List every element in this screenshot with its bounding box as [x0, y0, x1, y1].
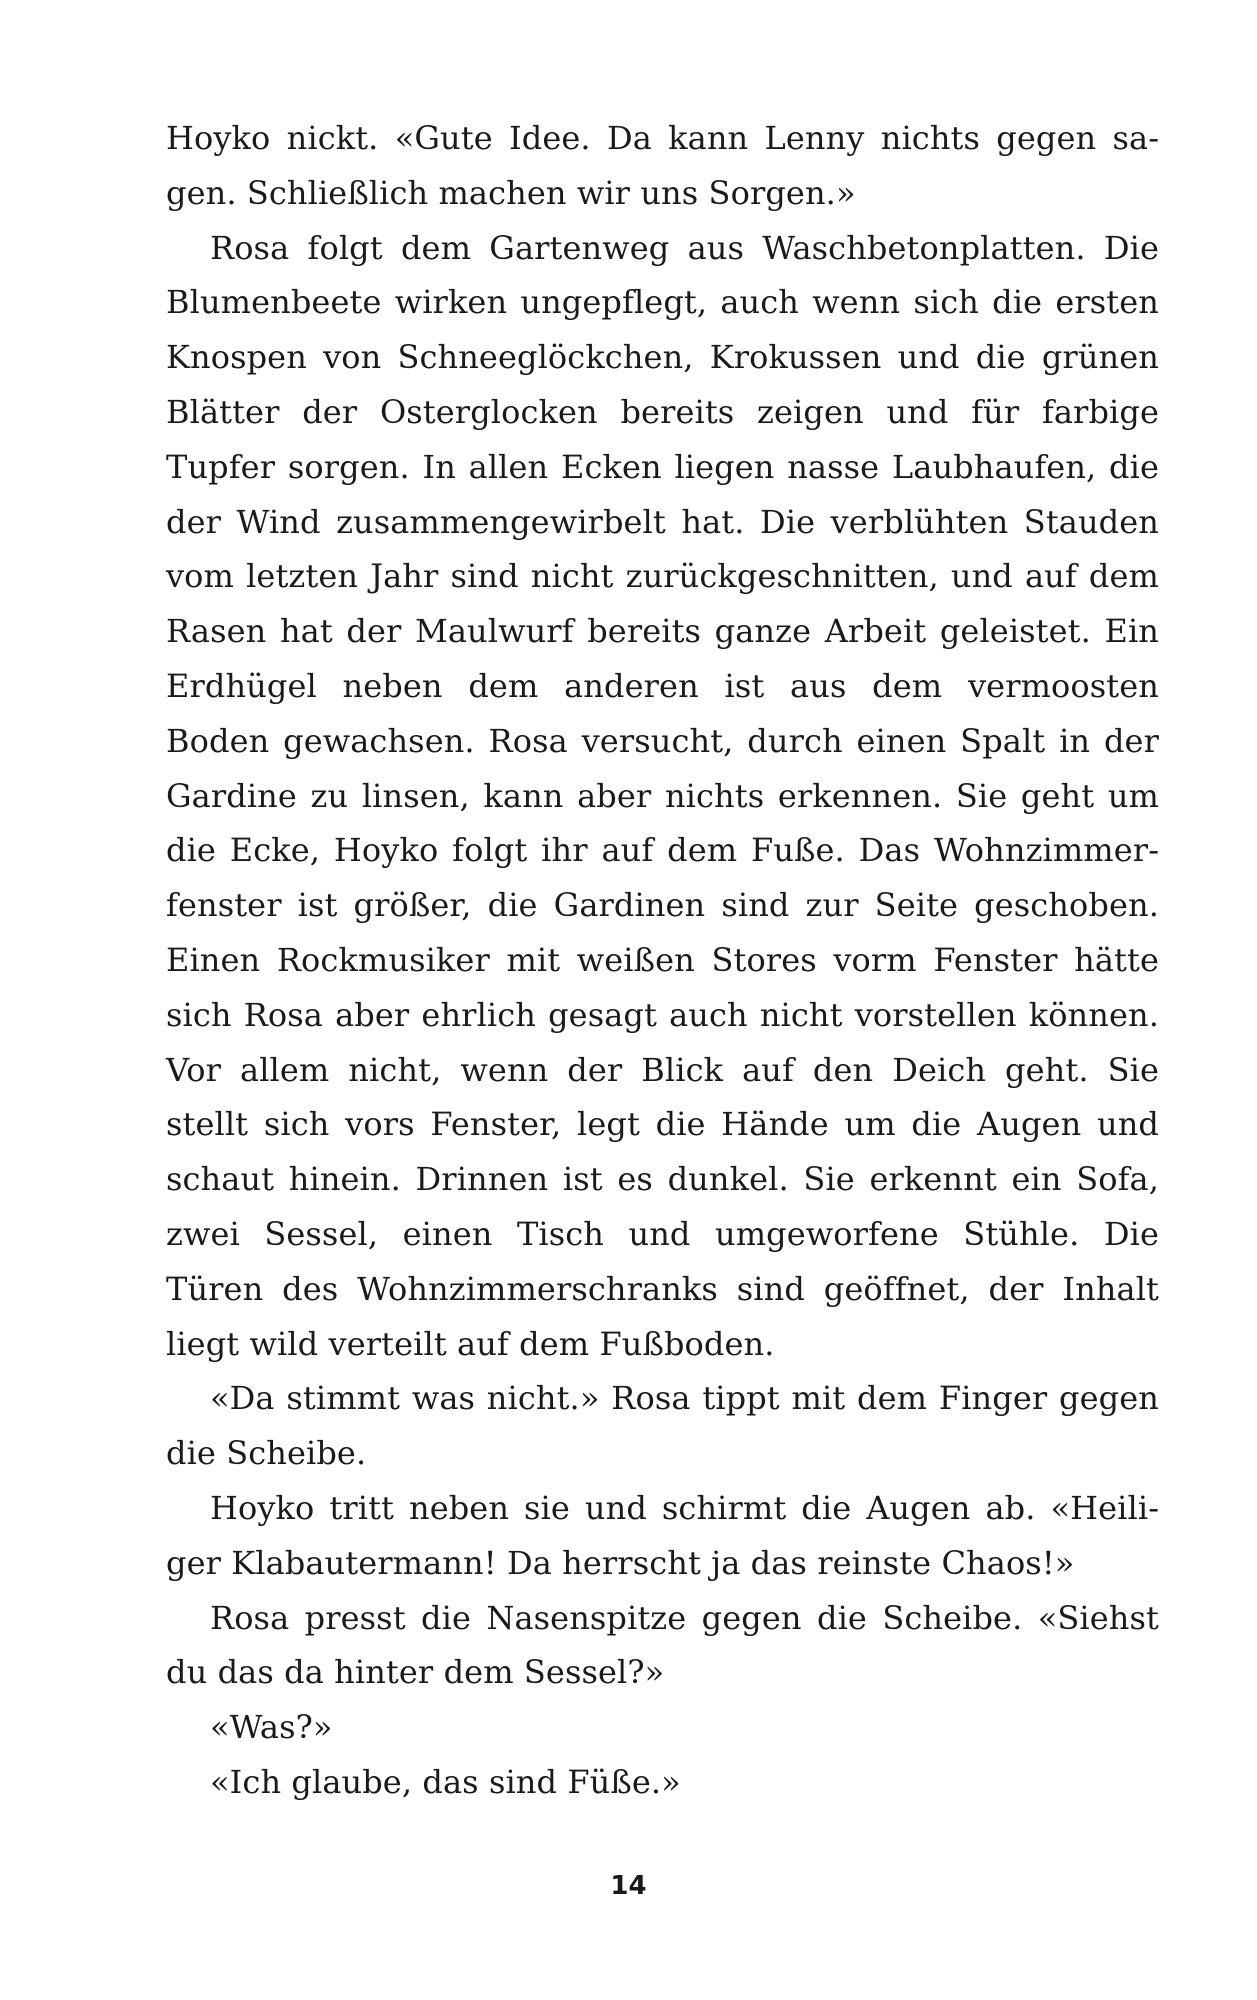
paragraph: «Was?» — [210, 1708, 333, 1747]
paragraph: «Da stimmt was nicht.» Rosa tippt mit dem Finger gegen die Scheibe. — [166, 1379, 1159, 1473]
paragraph: Hoyko nickt. «Gute Idee. Da kann Lenny nichts gegen sagen. Schließlich machen wir uns Sorgen.» — [166, 119, 1159, 212]
page-number: 14 — [610, 1871, 647, 1901]
body-text — [166, 111, 1159, 1810]
paragraph: Rosa folgt dem Gartenweg aus Waschbetonplatten. Die Blumenbeete wirken ungepflegt, auch wenn sich die ersten Knospen von Schneeglöckchen, Krokussen und die grünen Blätter der Osterglocken bereits zeigen und für farbige Tupfer sorgen. In allen Ecken liegen nasse Laubhaufen, die der Wind zusammengewirbelt hat. Die verblühten Stauden vom letzten Jahr sind nicht zurückgeschnitten, und auf dem Rasen hat der Maulwurf bereits ganze Arbeit geleistet. Ein Erdhügel neben dem anderen ist aus dem vermoosten Boden gewachsen. Rosa versucht, durch einen Spalt in der Gardine zu linsen, kann aber nichts erkennen. Sie geht um die Ecke, Hoyko folgt ihr auf dem Fuße. Das Wohnzimmerfenster ist größer, die Gardinen sind zur Seite geschoben. Einen Rockmusiker mit weißen Stores vorm Fenster hätte sich Rosa aber ehrlich gesagt auch nicht vorstellen können. Vor allem nicht, wenn der Blick auf den Deich geht. Sie stellt sich vors Fenster, legt die Hände um die Augen und schaut hinein. Drinnen ist es dunkel. Sie erkennt ein Sofa, zwei Sessel, einen Tisch und umgeworfene Stühle. Die Türen des Wohnzimmerschranks sind geöffnet, der Inhalt liegt wild verteilt auf dem Fußboden. — [166, 228, 1159, 1363]
paragraph: Hoyko tritt neben sie und schirmt die Augen ab. «Heiliger Klabautermann! Da herrscht ja das reinste Chaos!» — [166, 1488, 1159, 1582]
paragraph: «Ich glaube, das sind Füße.» — [210, 1762, 681, 1801]
paragraph: Rosa presst die Nasenspitze gegen die Scheibe. «Siehst du das da hinter dem Sessel?» — [166, 1598, 1159, 1692]
